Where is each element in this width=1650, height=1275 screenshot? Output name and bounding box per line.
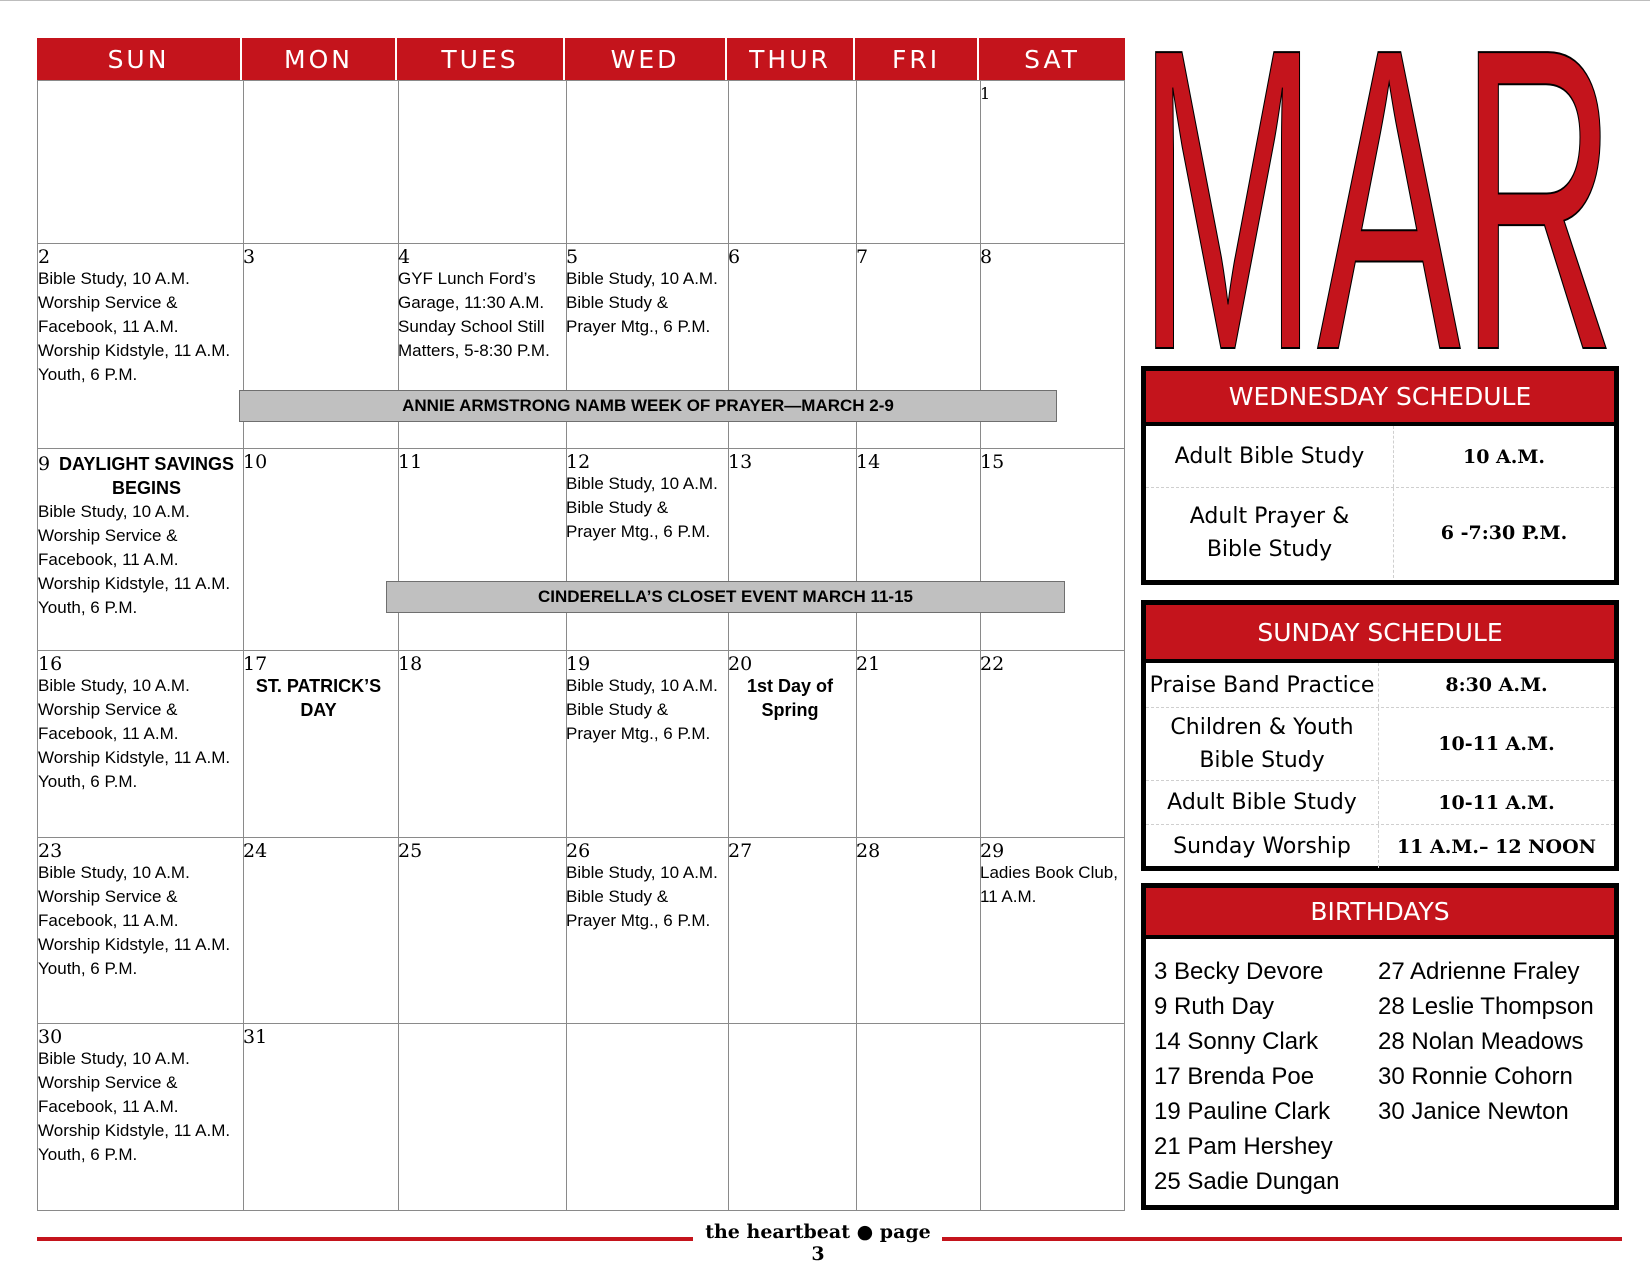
day-number: 14 bbox=[856, 451, 881, 473]
calendar-event: Bible Study, 10 A.M. Bible Study & Prayer Mtg., 6 P.M. bbox=[566, 269, 718, 336]
calendar-day-cell bbox=[856, 452, 976, 472]
day-number: 31 bbox=[243, 1026, 268, 1048]
calendar-day-cell bbox=[243, 841, 394, 861]
day-number: 26 bbox=[566, 840, 591, 862]
calendar-day-cell bbox=[243, 1027, 394, 1047]
birthday-entry: 28 Leslie Thompson bbox=[1378, 993, 1594, 1020]
birthday-entry: 9 Ruth Day bbox=[1154, 993, 1275, 1020]
calendar-event: GYF Lunch Ford’s Garage, 11:30 A.M. Sunday School Still Matters, 5-8:30 P.M. bbox=[398, 269, 550, 360]
day-number: 19 bbox=[566, 653, 591, 675]
calendar-day-cell bbox=[728, 654, 852, 722]
day-name-mon: MON bbox=[242, 38, 397, 80]
schedule-row bbox=[1146, 781, 1614, 825]
schedule-row bbox=[1146, 825, 1614, 868]
day-number: 28 bbox=[856, 840, 881, 862]
day-number: 13 bbox=[728, 451, 753, 473]
calendar-day-cell bbox=[38, 654, 239, 794]
footer-text: the heartbeat ● page 3 bbox=[705, 1221, 931, 1265]
day-number: 1 bbox=[980, 84, 991, 103]
birthdays-box bbox=[1141, 883, 1619, 1210]
day-number: 22 bbox=[980, 653, 1005, 675]
day-number: 9 bbox=[38, 453, 51, 475]
schedule-time: 8:30 A.M. bbox=[1445, 674, 1548, 696]
calendar-event: Bible Study, 10 A.M. Worship Service & Facebook, 11 A.M. Worship Kidstyle, 11 A.M. Youth, 6 P.M. bbox=[38, 1049, 231, 1164]
schedule-time: 10-11 A.M. bbox=[1438, 733, 1555, 755]
sunday-schedule-rows bbox=[1146, 663, 1614, 868]
calendar-day-cell bbox=[856, 247, 976, 267]
schedule-row bbox=[1146, 663, 1614, 708]
wednesday-schedule-rows bbox=[1146, 426, 1614, 578]
birthday-entry: 14 Sonny Clark bbox=[1154, 1028, 1319, 1055]
day-number: 10 bbox=[243, 451, 268, 473]
schedule-time: 11 A.M.– 12 NOON bbox=[1396, 835, 1597, 858]
birthday-entry: 19 Pauline Clark bbox=[1154, 1098, 1331, 1125]
birthday-entry: 27 Adrienne Fraley bbox=[1378, 958, 1580, 985]
month-title bbox=[1133, 30, 1621, 360]
schedule-activity: Children & Youth Bible Study bbox=[1146, 708, 1379, 780]
day-number: 3 bbox=[243, 246, 256, 268]
footer-rule-right bbox=[942, 1237, 1622, 1241]
day-number: 15 bbox=[980, 451, 1005, 473]
calendar-day-cell bbox=[856, 654, 976, 674]
grid-row-line bbox=[38, 650, 1124, 651]
calendar-day-cell bbox=[38, 247, 239, 387]
birthday-entry: 21 Pam Hershey bbox=[1154, 1133, 1333, 1160]
calendar-day-cell bbox=[980, 247, 1122, 267]
calendar-day-cell bbox=[728, 452, 852, 472]
calendar-day-cell bbox=[728, 247, 852, 267]
calendar-header bbox=[37, 38, 1125, 80]
schedule-time: 6 -7:30 P.M. bbox=[1440, 522, 1568, 544]
birthday-entry: 28 Nolan Meadows bbox=[1378, 1028, 1584, 1055]
footer-rule-left bbox=[37, 1237, 693, 1241]
birthday-entry: 25 Sadie Dungan bbox=[1154, 1168, 1340, 1195]
schedule-activity: Adult Bible Study bbox=[1146, 426, 1394, 487]
calendar-grid bbox=[37, 80, 1125, 1211]
calendar-day-cell bbox=[980, 85, 1122, 103]
calendar-day-cell bbox=[243, 247, 394, 267]
birthdays-left-column bbox=[1154, 954, 1339, 1199]
calendar-day-cell bbox=[398, 654, 562, 674]
calendar-day-cell bbox=[856, 841, 976, 861]
day-number: 8 bbox=[980, 246, 993, 268]
schedule-row bbox=[1146, 488, 1614, 578]
birthdays-title: BIRTHDAYS bbox=[1146, 888, 1614, 939]
calendar-day-cell bbox=[398, 841, 562, 861]
day-number: 24 bbox=[243, 840, 268, 862]
grid-row-line bbox=[38, 448, 1124, 449]
calendar-event: Bible Study, 10 A.M. Bible Study & Prayer Mtg., 6 P.M. bbox=[566, 474, 718, 541]
calendar-day-cell bbox=[980, 841, 1122, 909]
grid-row-line bbox=[38, 1023, 1124, 1024]
schedule-activity: Sunday Worship bbox=[1146, 825, 1379, 868]
birthday-entry: 17 Brenda Poe bbox=[1154, 1063, 1315, 1090]
month-title-text: MAR bbox=[1138, 30, 1616, 360]
day-number: 23 bbox=[38, 840, 63, 862]
day-number: 2 bbox=[38, 246, 51, 268]
day-number: 30 bbox=[38, 1026, 63, 1048]
calendar-event-highlight: DAYLIGHT SAVINGS BEGINS bbox=[59, 454, 235, 498]
birthday-entry: 30 Ronnie Cohorn bbox=[1378, 1063, 1573, 1090]
schedule-activity: Adult Prayer & Bible Study bbox=[1146, 488, 1394, 578]
calendar-day-cell bbox=[38, 1027, 239, 1167]
calendar-day-cell bbox=[243, 654, 394, 722]
day-name-wed: WED bbox=[565, 38, 727, 80]
calendar-day-cell bbox=[38, 841, 239, 981]
day-number: 4 bbox=[398, 246, 411, 268]
grid-row-line bbox=[38, 243, 1124, 244]
birthdays-list bbox=[1146, 944, 1614, 1205]
calendar-day-cell bbox=[566, 247, 724, 339]
day-name-sat: SAT bbox=[1024, 44, 1080, 74]
day-number: 12 bbox=[566, 451, 591, 473]
day-name-tues: TUES bbox=[397, 38, 565, 80]
calendar-day-cell bbox=[566, 841, 724, 933]
day-number: 17 bbox=[243, 653, 268, 675]
day-number: 6 bbox=[728, 246, 741, 268]
calendar-day-cell bbox=[38, 452, 239, 620]
day-number: 21 bbox=[856, 653, 881, 675]
banner-cinderellas-closet: CINDERELLA’S CLOSET EVENT MARCH 11-15 bbox=[386, 581, 1065, 613]
schedule-row bbox=[1146, 708, 1614, 781]
day-number: 18 bbox=[398, 653, 423, 675]
day-number: 16 bbox=[38, 653, 63, 675]
day-number: 29 bbox=[980, 840, 1005, 862]
calendar-event: Bible Study, 10 A.M. Worship Service & Facebook, 11 A.M. Worship Kidstyle, 11 A.M. Youth, 6 P.M. bbox=[38, 863, 231, 978]
day-name-fri: FRI bbox=[855, 38, 979, 80]
day-name-thur: THUR bbox=[727, 38, 855, 80]
calendar-day-cell bbox=[728, 841, 852, 861]
birthday-entry: 3 Becky Devore bbox=[1154, 958, 1324, 985]
wednesday-schedule-title: WEDNESDAY SCHEDULE bbox=[1146, 371, 1614, 426]
month-calendar bbox=[37, 38, 1125, 1211]
calendar-day-cell bbox=[566, 452, 724, 544]
calendar-event-highlight: 1st Day of Spring bbox=[746, 676, 834, 720]
birthday-entry: 30 Janice Newton bbox=[1378, 1098, 1569, 1125]
calendar-event: Bible Study, 10 A.M. Worship Service & Facebook, 11 A.M. Worship Kidstyle, 11 A.M. Youth, 6 P.M. bbox=[38, 269, 231, 384]
day-number: 20 bbox=[728, 653, 753, 675]
calendar-event: Bible Study, 10 A.M. Bible Study & Prayer Mtg., 6 P.M. bbox=[566, 676, 718, 743]
calendar-day-cell bbox=[980, 654, 1122, 674]
day-number: 27 bbox=[728, 840, 753, 862]
calendar-event: Bible Study, 10 A.M. Worship Service & Facebook, 11 A.M. Worship Kidstyle, 11 A.M. Youth, 6 P.M. bbox=[38, 502, 231, 617]
sunday-schedule bbox=[1141, 600, 1619, 871]
day-number: 5 bbox=[566, 246, 579, 268]
day-number: 25 bbox=[398, 840, 423, 862]
day-number: 11 bbox=[398, 451, 423, 473]
schedule-activity: Adult Bible Study bbox=[1146, 781, 1379, 824]
calendar-event: Ladies Book Club, 11 A.M. bbox=[980, 863, 1118, 906]
birthdays-right-column bbox=[1378, 954, 1594, 1129]
day-9-heading bbox=[38, 452, 239, 500]
day-number: 7 bbox=[856, 246, 869, 268]
schedule-time: 10-11 A.M. bbox=[1438, 791, 1555, 814]
day-name-sun: SUN bbox=[37, 38, 242, 80]
grid-row-line bbox=[38, 837, 1124, 838]
calendar-event: Bible Study, 10 A.M. Worship Service & Facebook, 11 A.M. Worship Kidstyle, 11 A.M. Youth, 6 P.M. bbox=[38, 676, 231, 791]
wednesday-schedule bbox=[1141, 366, 1619, 585]
calendar-day-cell bbox=[398, 247, 562, 363]
top-rule bbox=[0, 0, 1650, 1]
calendar-day-cell bbox=[398, 452, 562, 472]
calendar-event-highlight: ST. PATRICK’S DAY bbox=[255, 676, 382, 720]
schedule-row bbox=[1146, 426, 1614, 488]
calendar-day-cell bbox=[566, 654, 724, 746]
banner-annie-armstrong: ANNIE ARMSTRONG NAMB WEEK OF PRAYER—MARCH 2-9 bbox=[239, 390, 1057, 422]
calendar-day-cell bbox=[243, 452, 394, 472]
calendar-event: Bible Study, 10 A.M. Bible Study & Prayer Mtg., 6 P.M. bbox=[566, 863, 718, 930]
sunday-schedule-title: SUNDAY SCHEDULE bbox=[1146, 605, 1614, 663]
calendar-day-cell bbox=[980, 452, 1122, 472]
schedule-time: 10 A.M. bbox=[1462, 445, 1546, 468]
schedule-activity: Praise Band Practice bbox=[1146, 663, 1379, 707]
